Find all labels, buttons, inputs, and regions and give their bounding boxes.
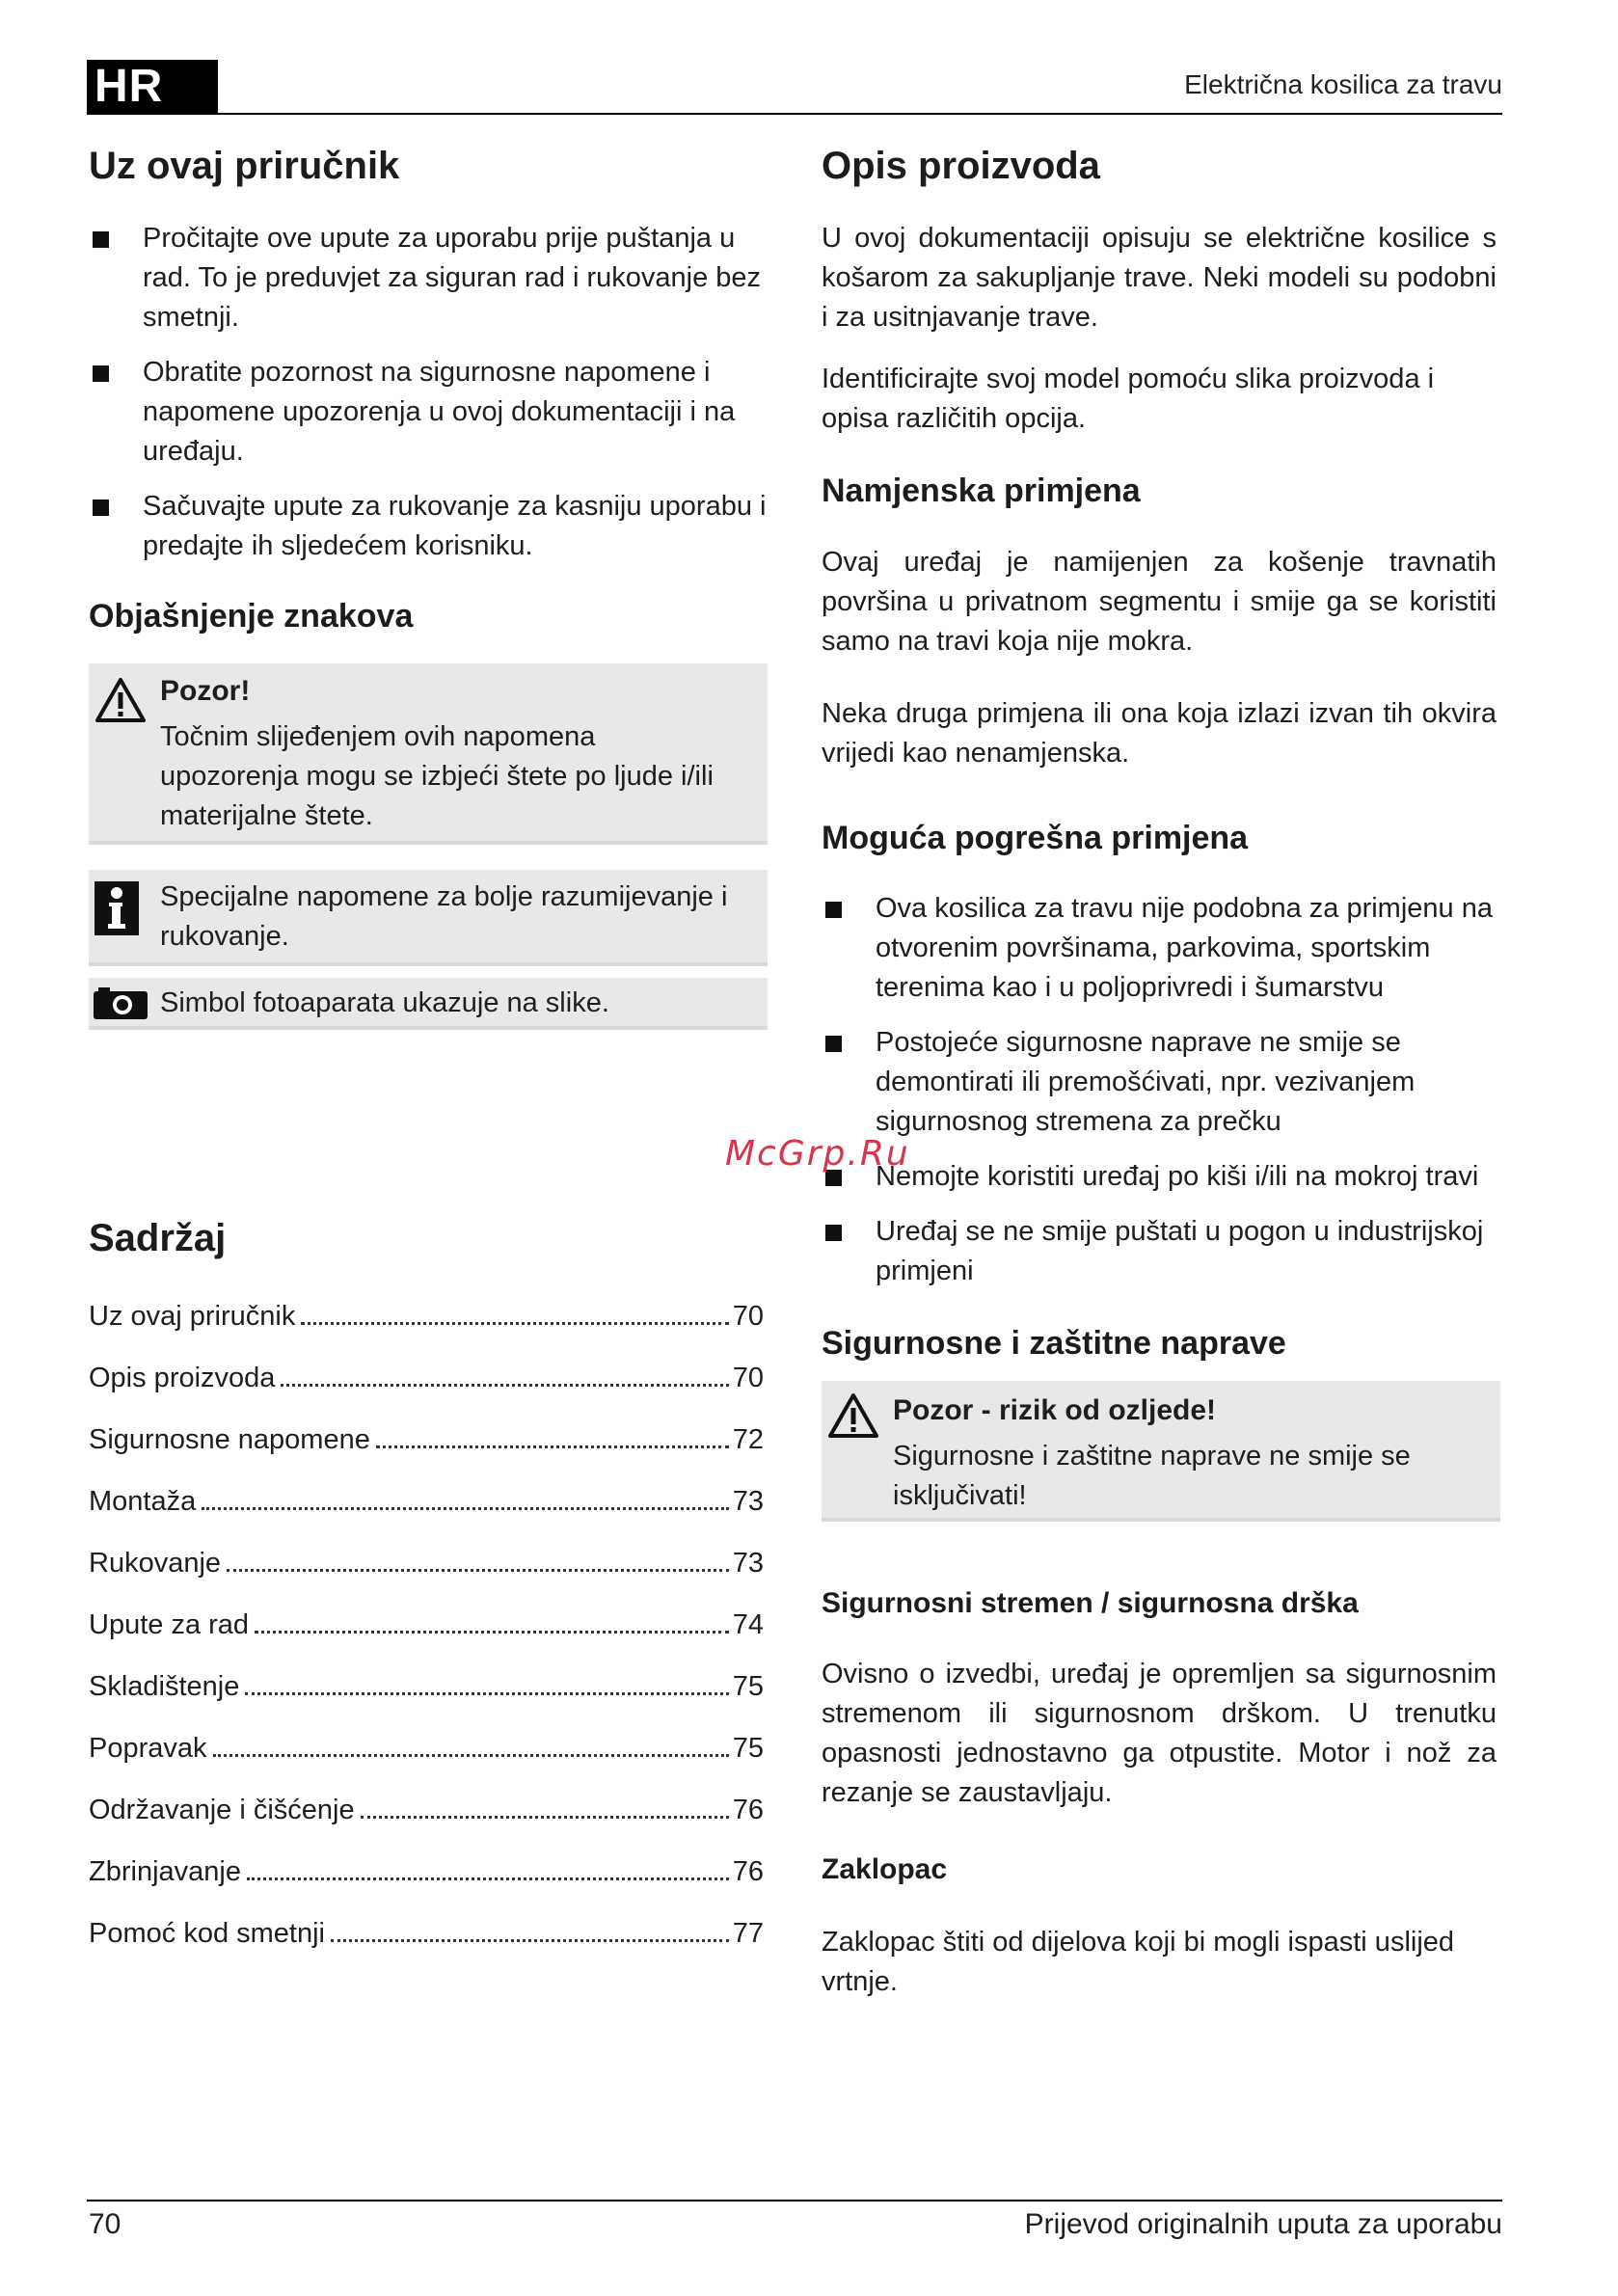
toc-row [89, 1599, 764, 1641]
intended-use-paragraph-1: Ovaj uređaj je namijenjen za košenje travnatih površina u privatnom segmentu i smije ga se koristiti samo na travi koja nije mokra. [822, 547, 1497, 657]
injury-warning-title: Pozor - rizik od ozljede! [893, 1394, 1217, 1426]
toc-entry-page: 76 [732, 1856, 764, 1887]
toc-entry-page: 73 [732, 1548, 764, 1579]
toc-entry-page: 70 [732, 1301, 764, 1332]
flap-paragraph: Zaklopac štiti od dijelova koji bi mogli ispasti uslijed vrtnje. [822, 1927, 1455, 1997]
info-notice [89, 870, 768, 966]
toc-heading: Sadržaj [89, 1217, 227, 1259]
toc-entry-title: Rukovanje [89, 1548, 222, 1579]
toc-row [89, 1661, 764, 1703]
bullet-square-icon [93, 500, 109, 516]
list-item: Obratite pozornost na sigurnosne napomene i napomene upozorenja u ovoj dokumentaciji i na uređaju. [89, 353, 768, 472]
toc-entry-page: 75 [732, 1733, 764, 1764]
warning-triangle-icon [94, 677, 147, 723]
injury-warning-notice [822, 1381, 1500, 1522]
list-item: Uređaj se ne smije puštati u pogon u industrijskoj primjeni [822, 1212, 1497, 1291]
language-badge: HR [87, 60, 218, 114]
header-rule [87, 113, 1502, 115]
toc-row [89, 1352, 764, 1394]
toc-row [89, 1414, 764, 1456]
toc-leader-dots [281, 1384, 728, 1387]
watermark-text: McGrp.Ru [725, 1134, 910, 1174]
toc-entry-page: 76 [732, 1795, 764, 1825]
toc-entry-page: 77 [732, 1918, 764, 1949]
safety-devices-heading: Sigurnosne i zaštitne naprave [822, 1325, 1286, 1362]
footer-rule [87, 2200, 1502, 2201]
toc-leader-dots [331, 1939, 729, 1942]
injury-warning-text: Sigurnosne i zaštitne naprave ne smije se isključivati! [893, 1441, 1411, 1511]
description-paragraph-1: U ovoj dokumentaciji opisuju se električne kosilice s košarom za sakupljanje trave. Neki modeli su podobni i za usitnjavanje trave. [822, 223, 1497, 333]
info-icon [94, 881, 139, 935]
warning-title: Pozor! [160, 675, 251, 707]
toc-leader-dots [361, 1816, 729, 1819]
list-item: Ova kosilica za travu nije podobna za primjenu na otvorenim površinama, parkovima, sportskim terenima kao i u poljoprivredi i šumarstvu [822, 889, 1497, 1008]
toc-entry-page: 70 [732, 1363, 764, 1393]
list-item: Nemojte koristiti uređaj po kiši i/ili na mokroj travi [822, 1157, 1497, 1197]
list-item: Postojeće sigurnosne naprave ne smije se demontirati ili premošćivati, npr. vezivanjem sigurnosnog stremena za prečku [822, 1023, 1497, 1142]
toc-row [89, 1722, 764, 1765]
bullet-square-icon [93, 231, 109, 248]
misuse-bullet-list [822, 889, 1497, 1291]
list-item: Pročitajte ove upute za uporabu prije puštanja u rad. To je preduvjet za siguran rad i rukovanje bez smetnji. [89, 219, 768, 338]
toc-entry-title: Uz ovaj priručnik [89, 1301, 296, 1332]
toc-leader-dots [376, 1445, 729, 1448]
toc-entry-title: Montaža [89, 1486, 197, 1517]
toc-entry-title: Sigurnosne napomene [89, 1424, 370, 1455]
intended-use-heading: Namjenska primjena [822, 473, 1141, 509]
camera-icon [93, 986, 148, 1020]
misuse-heading: Moguća pogrešna primjena [822, 820, 1249, 856]
description-paragraph-2: Identificirajte svoj model pomoću slika proizvoda i opisa različitih opcija. [822, 364, 1435, 434]
header-title: Električna kosilica za travu [1184, 69, 1502, 99]
toc-leader-dots [245, 1692, 728, 1695]
page-number: 70 [89, 2208, 121, 2240]
toc-entry-title: Opis proizvoda [89, 1363, 276, 1393]
toc-entry-title: Pomoć kod smetnji [89, 1918, 325, 1949]
toc-entry-title: Skladištenje [89, 1671, 240, 1702]
bullet-square-icon [93, 365, 109, 382]
footer-text: Prijevod originalnih uputa za uporabu [1024, 2208, 1502, 2240]
toc-entry-page: 72 [732, 1424, 764, 1455]
stirrup-paragraph: Ovisno o izvedbi, uređaj je opremljen sa sigurnosnim stremenom ili sigurnosnom drškom. U trenutku opasnosti jednostavno ga otpustite. Motor i nož za rezanje se zaustavljaju. [822, 1659, 1497, 1808]
bullet-square-icon [825, 1036, 842, 1052]
toc-leader-dots [202, 1507, 729, 1510]
description-heading: Opis proizvoda [822, 145, 1100, 187]
toc-entry-title: Održavanje i čišćenje [89, 1795, 355, 1825]
bullet-square-icon [825, 902, 842, 918]
toc-entry-title: Upute za rad [89, 1609, 250, 1640]
bullet-square-icon [825, 1225, 842, 1241]
about-bullet-list [89, 219, 768, 566]
intended-use-paragraph-2: Neka druga primjena ili ona koja izlazi izvan tih okvira vrijedi kao nenamjenska. [822, 698, 1497, 769]
stirrup-heading: Sigurnosni stremen / sigurnosna drška [822, 1587, 1359, 1619]
warning-notice [89, 663, 768, 845]
list-item: Sačuvajte upute za rukovanje za kasniju uporabu i predajte ih sljedećem korisniku. [89, 487, 768, 566]
toc-row [89, 1290, 764, 1333]
camera-notice [89, 978, 768, 1030]
toc-entry-page: 73 [732, 1486, 764, 1517]
toc-leader-dots [247, 1877, 729, 1880]
toc-row [89, 1907, 764, 1950]
toc-row [89, 1475, 764, 1518]
about-heading: Uz ovaj priručnik [89, 145, 400, 187]
toc-entry-title: Zbrinjavanje [89, 1856, 241, 1887]
info-text: Specijalne napomene za bolje razumijevanje i rukovanje. [160, 881, 728, 952]
toc-row [89, 1846, 764, 1888]
toc-leader-dots [255, 1631, 729, 1634]
toc-leader-dots [213, 1754, 729, 1757]
toc-entry-title: Popravak [89, 1733, 207, 1764]
toc-entry-page: 74 [732, 1609, 764, 1640]
toc-row [89, 1537, 764, 1580]
warning-text: Točnim slijeđenjem ovih napomena upozorenja mogu se izbjeći štete po ljude i/ili materijalne štete. [160, 721, 714, 831]
warning-triangle-icon [827, 1392, 879, 1439]
toc-row [89, 1784, 764, 1826]
symbols-heading: Objašnjenje znakova [89, 598, 414, 635]
flap-heading: Zaklopac [822, 1853, 948, 1885]
toc-leader-dots [301, 1322, 728, 1325]
toc-leader-dots [227, 1569, 729, 1572]
camera-text: Simbol fotoaparata ukazuje na slike. [160, 987, 609, 1018]
toc-entry-page: 75 [732, 1671, 764, 1702]
